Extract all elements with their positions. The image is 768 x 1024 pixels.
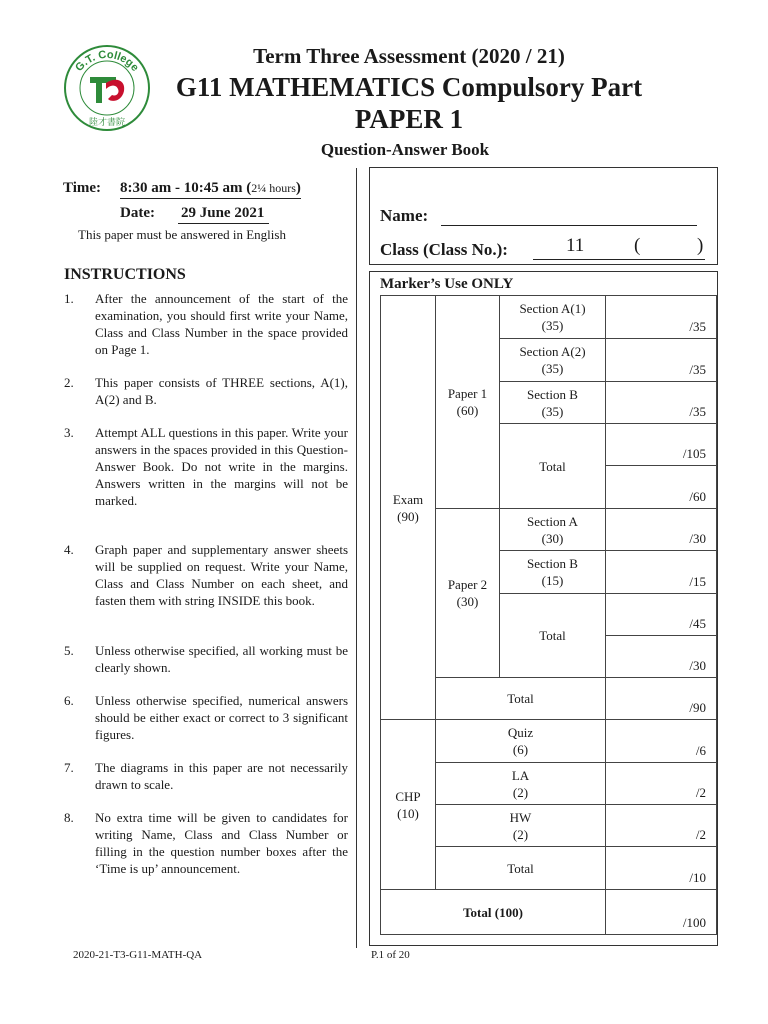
- p2-total-score-scaled[interactable]: /30: [606, 636, 717, 678]
- p2-total-cell: Total: [500, 594, 606, 678]
- exam-total-cell: Total: [436, 678, 606, 720]
- p1-section-b-score[interactable]: /35: [606, 382, 717, 424]
- marker-title: Marker’s Use ONLY: [380, 276, 514, 292]
- p1-total-cell: Total: [500, 424, 606, 509]
- p2-section-a-cell: Section A (30): [500, 509, 606, 551]
- instructions-title: INSTRUCTIONS: [64, 266, 186, 283]
- chp-cell: CHP (10): [381, 720, 436, 890]
- p2-section-a-score[interactable]: /30: [606, 509, 717, 551]
- instruction-item: 2. This paper consists of THREE sections, A(1), A(2) and B.: [64, 375, 348, 407]
- p1-section-a2-cell: Section A(2) (35): [500, 339, 606, 382]
- p2-section-b-cell: Section B (15): [500, 551, 606, 594]
- instruction-item: 6. Unless otherwise specified, numerical answers should be either exact or correct to 3 significant figures.: [64, 693, 348, 742]
- p1-total-score-raw[interactable]: /105: [606, 424, 717, 466]
- hw-score[interactable]: /2: [606, 805, 717, 847]
- la-score[interactable]: /2: [606, 763, 717, 805]
- date-value: 29 June 2021: [178, 205, 269, 224]
- p1-section-a1-cell: Section A(1) (35): [500, 296, 606, 339]
- book-title: Question-Answer Book: [320, 140, 490, 159]
- column-divider: [356, 168, 357, 948]
- instruction-item: 7. The diagrams in this paper are not necessarily drawn to scale.: [64, 760, 348, 792]
- class-field[interactable]: [533, 259, 705, 260]
- logo-arc-text: G.T. College: [73, 48, 141, 74]
- p1-section-a1-score[interactable]: /35: [606, 296, 717, 339]
- instruction-item: 3. Attempt ALL questions in this paper. Write your answers in the spaces provided in this Question-Answer Book. Do not write in the margins. Answers written in the margins will not be marked.: [64, 425, 348, 508]
- chp-total-score[interactable]: /10: [606, 847, 717, 890]
- instruction-item: 5. Unless otherwise specified, all working must be clearly shown.: [64, 643, 348, 675]
- quiz-cell: Quiz (6): [436, 720, 606, 763]
- time-duration: 2¼ hours: [251, 181, 296, 195]
- grand-total-score[interactable]: /100: [606, 890, 717, 935]
- p2-section-b-score[interactable]: /15: [606, 551, 717, 594]
- p1-total-score-scaled[interactable]: /60: [606, 466, 717, 509]
- instruction-item: 1. After the announcement of the start of the examination, you should first write your Name, Class and Class Number in the space provided on Page 1.: [64, 291, 348, 357]
- class-value: 11: [566, 235, 585, 256]
- document-code: 2020-21-T3-G11-MATH-QA: [73, 949, 203, 961]
- hw-cell: HW (2): [436, 805, 606, 847]
- grand-total-cell: Total (100): [381, 890, 606, 935]
- instruction-item: 4. Graph paper and supplementary answer sheets will be supplied on request. Write your Name, Class and Class Number on each sheet, and fasten them with string INSIDE this book.: [64, 542, 348, 608]
- paper2-cell: Paper 2 (30): [436, 509, 500, 678]
- class-label: Class (Class No.):: [380, 240, 508, 259]
- class-number-open-paren: (: [634, 235, 641, 256]
- instruction-item: 8. No extra time will be given to candidates for writing Name, Class and Class Number or filling in the question number boxes after the ‘Time is up’ announcement.: [64, 810, 348, 876]
- la-cell: LA (2): [436, 763, 606, 805]
- assessment-title: Term Three Assessment (2020 / 21): [253, 44, 565, 68]
- date-label: Date:: [120, 205, 155, 221]
- language-note: This paper must be answered in English: [78, 227, 286, 242]
- exam-total-score[interactable]: /90: [606, 678, 717, 720]
- chp-total-cell: Total: [436, 847, 606, 890]
- p1-section-a2-score[interactable]: /35: [606, 339, 717, 382]
- name-field[interactable]: [441, 225, 697, 226]
- marker-table: [380, 295, 717, 935]
- subject-title: G11 MATHEMATICS Compulsory Part: [175, 72, 643, 102]
- logo-chinese-text: 陸才書院: [88, 118, 126, 128]
- p1-section-b-cell: Section B (35): [500, 382, 606, 424]
- time-value: 8:30 am - 10:45 am (2¼ hours): [120, 180, 301, 199]
- paper-title: PAPER 1: [354, 104, 464, 134]
- name-label: Name:: [380, 206, 429, 225]
- exam-cell: Exam (90): [381, 296, 436, 720]
- paper1-cell: Paper 1 (60): [436, 296, 500, 509]
- page-number: P.1 of 20: [371, 949, 410, 961]
- quiz-score[interactable]: /6: [606, 720, 717, 763]
- p2-total-score-raw[interactable]: /45: [606, 594, 717, 636]
- time-label: Time:: [63, 180, 102, 196]
- class-number-close-paren: ): [697, 235, 704, 256]
